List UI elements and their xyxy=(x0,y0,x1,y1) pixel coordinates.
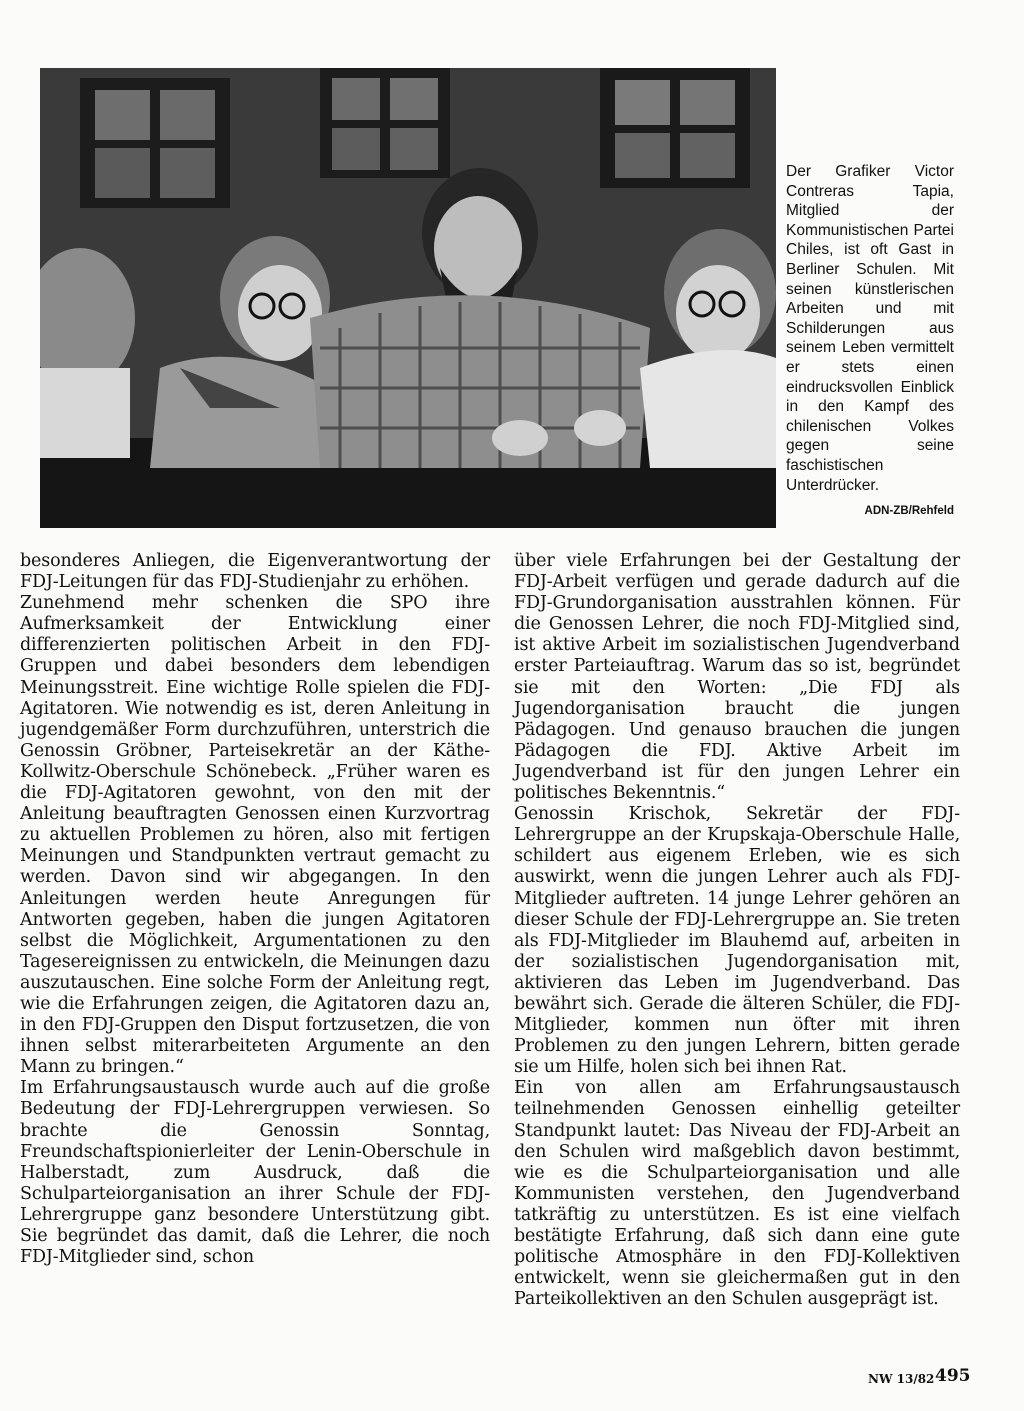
paragraph: besonderes Anliegen, die Eigenverantwortung der FDJ-Leitungen für das FDJ-Studienjahr zu erhöhen. xyxy=(20,551,490,593)
photo-credit: ADN-ZB/Rehfeld xyxy=(864,505,954,517)
paragraph: über viele Erfahrungen bei der Gestaltung der FDJ-Arbeit verfügen und gerade dadurch auf die FDJ-Grundorganisation ausstrahlen können. Für die Genossen Lehrer, die noch FDJ-Mitglied sind, ist aktive Arbeit im sozialistischen Jugendverband erster Parteiauftrag. Warum das so ist, begründet sie mit den Worten: „Die FDJ als Jugendorganisation braucht die jungen Pädagogen. Und genauso brauchen die jungen Pädagogen die FDJ. Aktive Arbeit im Jugendverband ist für den jungen Lehrer ein politisches Bekenntnis.“ xyxy=(514,551,960,804)
paragraph: Im Erfahrungsaustausch wurde auch auf die große Bedeutung der FDJ-Lehrergruppen verwiesen. So brachte die Genossin Sonntag, Freundschaftspionierleiter der Lenin-Oberschule in Halberstadt, zum Ausdruck, daß die Schulparteiorganisation an ihrer Schule der FDJ-Lehrergruppe ganz besondere Unterstützung gibt. Sie begründet das damit, daß die Lehrer, die noch FDJ-Mitglieder sind, schon xyxy=(20,1078,490,1268)
article-column-right xyxy=(514,551,960,1310)
photo-teacher-with-pupils xyxy=(40,68,776,528)
paragraph: Zunehmend mehr schenken die SPO ihre Aufmerksamkeit der Entwicklung einer differenzierten politischen Arbeit in den FDJ-Gruppen und dabei besonders dem lebendigen Meinungsstreit. Eine wichtige Rolle spielen die FDJ-Agitatoren. Wie notwendig es ist, deren Anleitung in jugendgemäßer Form durchzuführen, unterstrich die Genossin Gröbner, Parteisekretär an der Käthe-Kollwitz-Oberschule Schönebeck. „Früher waren es die FDJ-Agitatoren gewohnt, von den mit der Anleitung beauftragten Genossen einen Kurzvortrag zu aktuellen Problemen zu hören, also mit fertigen Meinungen und Standpunkten vertraut gemacht zu werden. Davon sind wir abgegangen. In den Anleitungen werden heute Anregungen für Antworten gegeben, haben die jungen Agitatoren selbst die Möglichkeit, Argumentationen zu den Tagesereignissen zu entwickeln, die Meinungen dazu auszutauschen. Eine solche Form der Anleitung regt, wie die Erfahrungen zeigen, die Agitatoren dazu an, in den FDJ-Gruppen den Disput fortzusetzen, die von ihnen selbst miterarbeiteten Argumente an den Mann zu bringen.“ xyxy=(20,593,490,1078)
page-number: 495 xyxy=(935,1366,971,1386)
article-column-left xyxy=(20,551,490,1268)
paragraph: Genossin Krischok, Sekretär der FDJ-Lehrergruppe an der Krupskaja-Oberschule Halle, schildert aus eigenem Erleben, wie es sich auswirkt, wenn die jungen Lehrer auch als FDJ-Mitglieder auftreten. 14 junge Lehrer gehören an dieser Schule der FDJ-Lehrergruppe an. Sie treten als FDJ-Mitglieder im Blauhemd auf, arbeiten in der sozialistischen Jugendorganisation mit, aktivieren das Leben im Jugendverband. Das bewährt sich. Gerade die älteren Schüler, die FDJ-Mitglieder, kommen nun öfter mit ihren Problemen zu den jungen Lehrern, bitten gerade sie um Hilfe, holen sich bei ihnen Rat. xyxy=(514,804,960,1078)
photo-caption: Der Grafiker Victor Contreras Tapia, Mitglied der Kommunistischen Partei Chiles, ist oft Gast in Berliner Schulen. Mit seinen künstlerischen Arbeiten und mit Schilderungen aus seinem Leben vermittelt er stets einen eindrucksvollen Einblick in den Kampf des chilenischen Volkes gegen seine faschistischen Unterdrücker. xyxy=(786,163,954,494)
photo-illustration xyxy=(40,68,776,528)
paragraph: Ein von allen am Erfahrungsaustausch teilnehmenden Genossen einhellig geteilter Standpunkt lautet: Das Niveau der FDJ-Arbeit an den Schulen wird maßgeblich davon bestimmt, wie es die Schulparteiorganisation und alle Kommunisten verstehen, den Jugendverband tatkräftig zu unterstützen. Es ist eine vielfach bestätigte Erfahrung, daß sich dann eine gute politische Atmosphäre in den FDJ-Kollektiven entwickelt, wenn sie gleichermaßen gut in den Parteikollektiven an den Schulen ausgeprägt ist. xyxy=(514,1078,960,1310)
journal-issue: NW 13/82 xyxy=(868,1372,935,1386)
